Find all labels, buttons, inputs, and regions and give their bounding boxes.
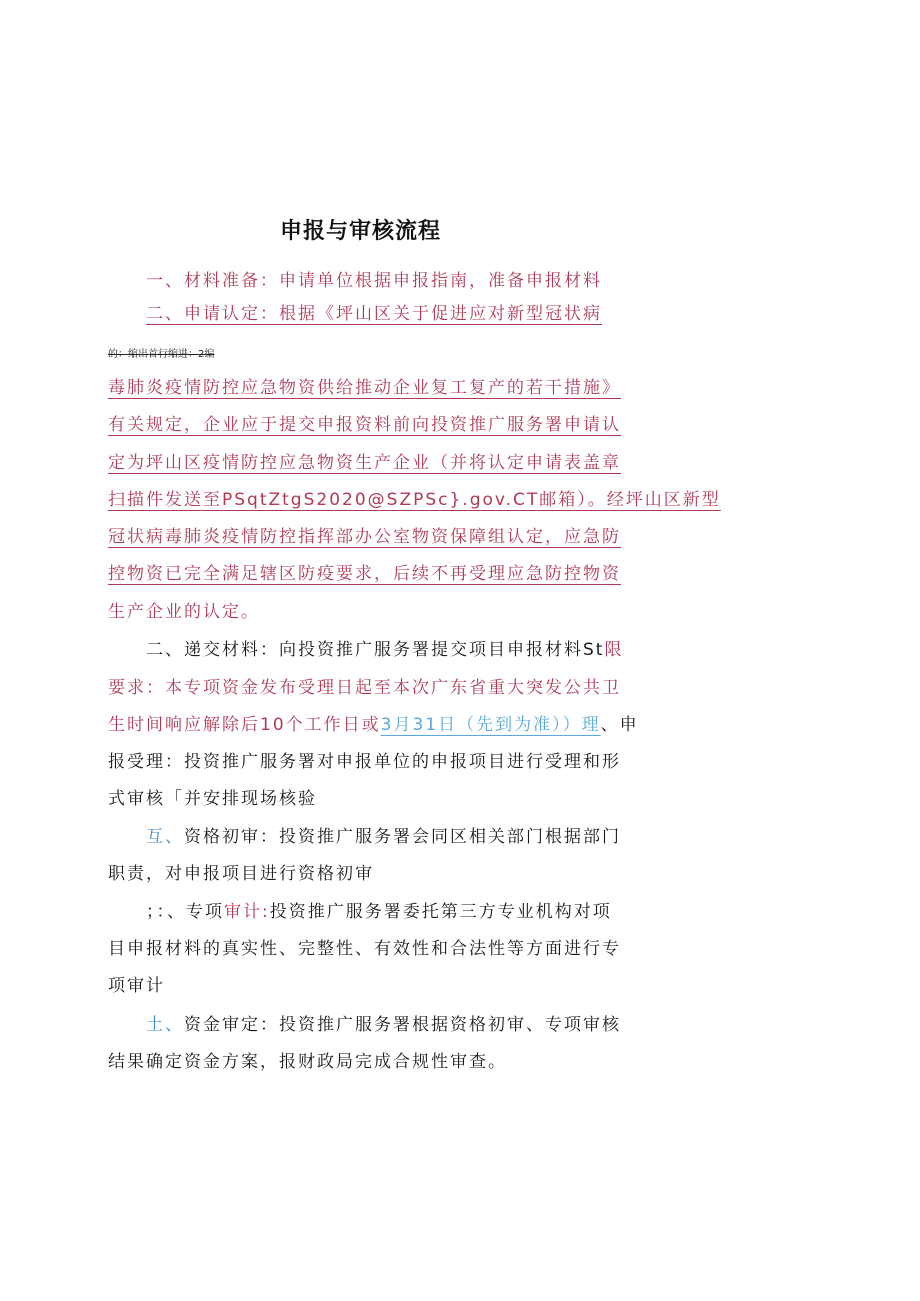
section-submit-line-3 <box>108 710 639 735</box>
section-qualification-line-2: 职责，对申报项目进行资格初审 <box>108 864 374 884</box>
section-submit-black-span: 、申 <box>600 715 639 735</box>
section-qualification-text: 资格初审：投资推广服务署会同区相关部门根据部门 <box>184 827 621 847</box>
document-title: 申报与审核流程 <box>280 219 442 244</box>
section-qualification-line-1 <box>146 822 661 847</box>
section-audit-prefix: ；：、专项 <box>146 902 224 922</box>
revision-note <box>108 345 214 360</box>
section-audit-line-2: 目申报材料的真实性、完整性、有效性和合法性等方面进行专 <box>108 939 621 959</box>
section-submit-red: 限 <box>604 640 624 660</box>
section-application-line-6: 控物资已完全满足辖区防疫要求，后续不再受理应急防控物资 <box>108 564 621 584</box>
section-funding-prefix: 土、 <box>146 1015 184 1035</box>
section-funding-line-1 <box>146 1010 661 1035</box>
revision-note-text: 的：缩出首行缩进：2编 <box>108 349 215 360</box>
section-qualification-prefix: 互、 <box>146 827 184 847</box>
section-audit-line-3: 项审计 <box>108 976 165 996</box>
section-submit-text: 二、递交材料：向投资推广服务署提交项目申报材料St <box>146 640 605 660</box>
section-audit-prefix-colored: 审计: <box>224 902 270 922</box>
section-submit-red-span: 生时间响应解除后10个工作日或 <box>108 715 381 735</box>
section-audit-text: 投资推广服务署委托第三方专业机构对项 <box>269 902 612 922</box>
section-submit-line-4: 报受理：投资推广服务署对申报单位的申报项目进行受理和形 <box>108 752 621 772</box>
section-funding-line-2: 结果确定资金方案，报财政局完成合规性审查。 <box>108 1052 507 1072</box>
section-application-line-1: 毒肺炎疫情防控应急物资供给推动企业复工复产的若干措施》 <box>108 378 621 398</box>
section-application-line-3: 定为坪山区疫情防控应急物资生产企业（并将认定申请表盖章 <box>108 453 621 473</box>
section-submit-line-5: 式审核「并安排现场核验 <box>108 789 317 809</box>
section-funding-text: 资金审定：投资推广服务署根据资格初审、专项审核 <box>184 1015 621 1035</box>
section-application-head: 二、申请认定：根据《坪山区关于促进应对新型冠状病 <box>146 304 602 324</box>
section-application-line-4: 扫描件发送至PSqtZtgS2020@SZPSc}.gov.CT邮箱）。经坪山区新型 <box>108 490 721 510</box>
section-application-line-7: 生产企业的认定。 <box>108 602 260 622</box>
section-material-preparation: 一、材料准备：申请单位根据申报指南，准备申报材料 <box>146 271 602 291</box>
section-submit-blue-span: 3月31日（先到为准））理 <box>380 715 601 735</box>
section-application-line-2: 有关规定，企业应于提交申报资料前向投资推广服务署申请认 <box>108 415 621 435</box>
section-submit-line-2: 要求：本专项资金发布受理日起至本次广东省重大突发公共卫 <box>108 678 621 698</box>
section-submit-line-1 <box>146 635 661 660</box>
section-application-line-5: 冠状病毒肺炎疫情防控指挥部办公室物资保障组认定，应急防 <box>108 527 621 547</box>
section-audit-line-1 <box>146 897 661 922</box>
